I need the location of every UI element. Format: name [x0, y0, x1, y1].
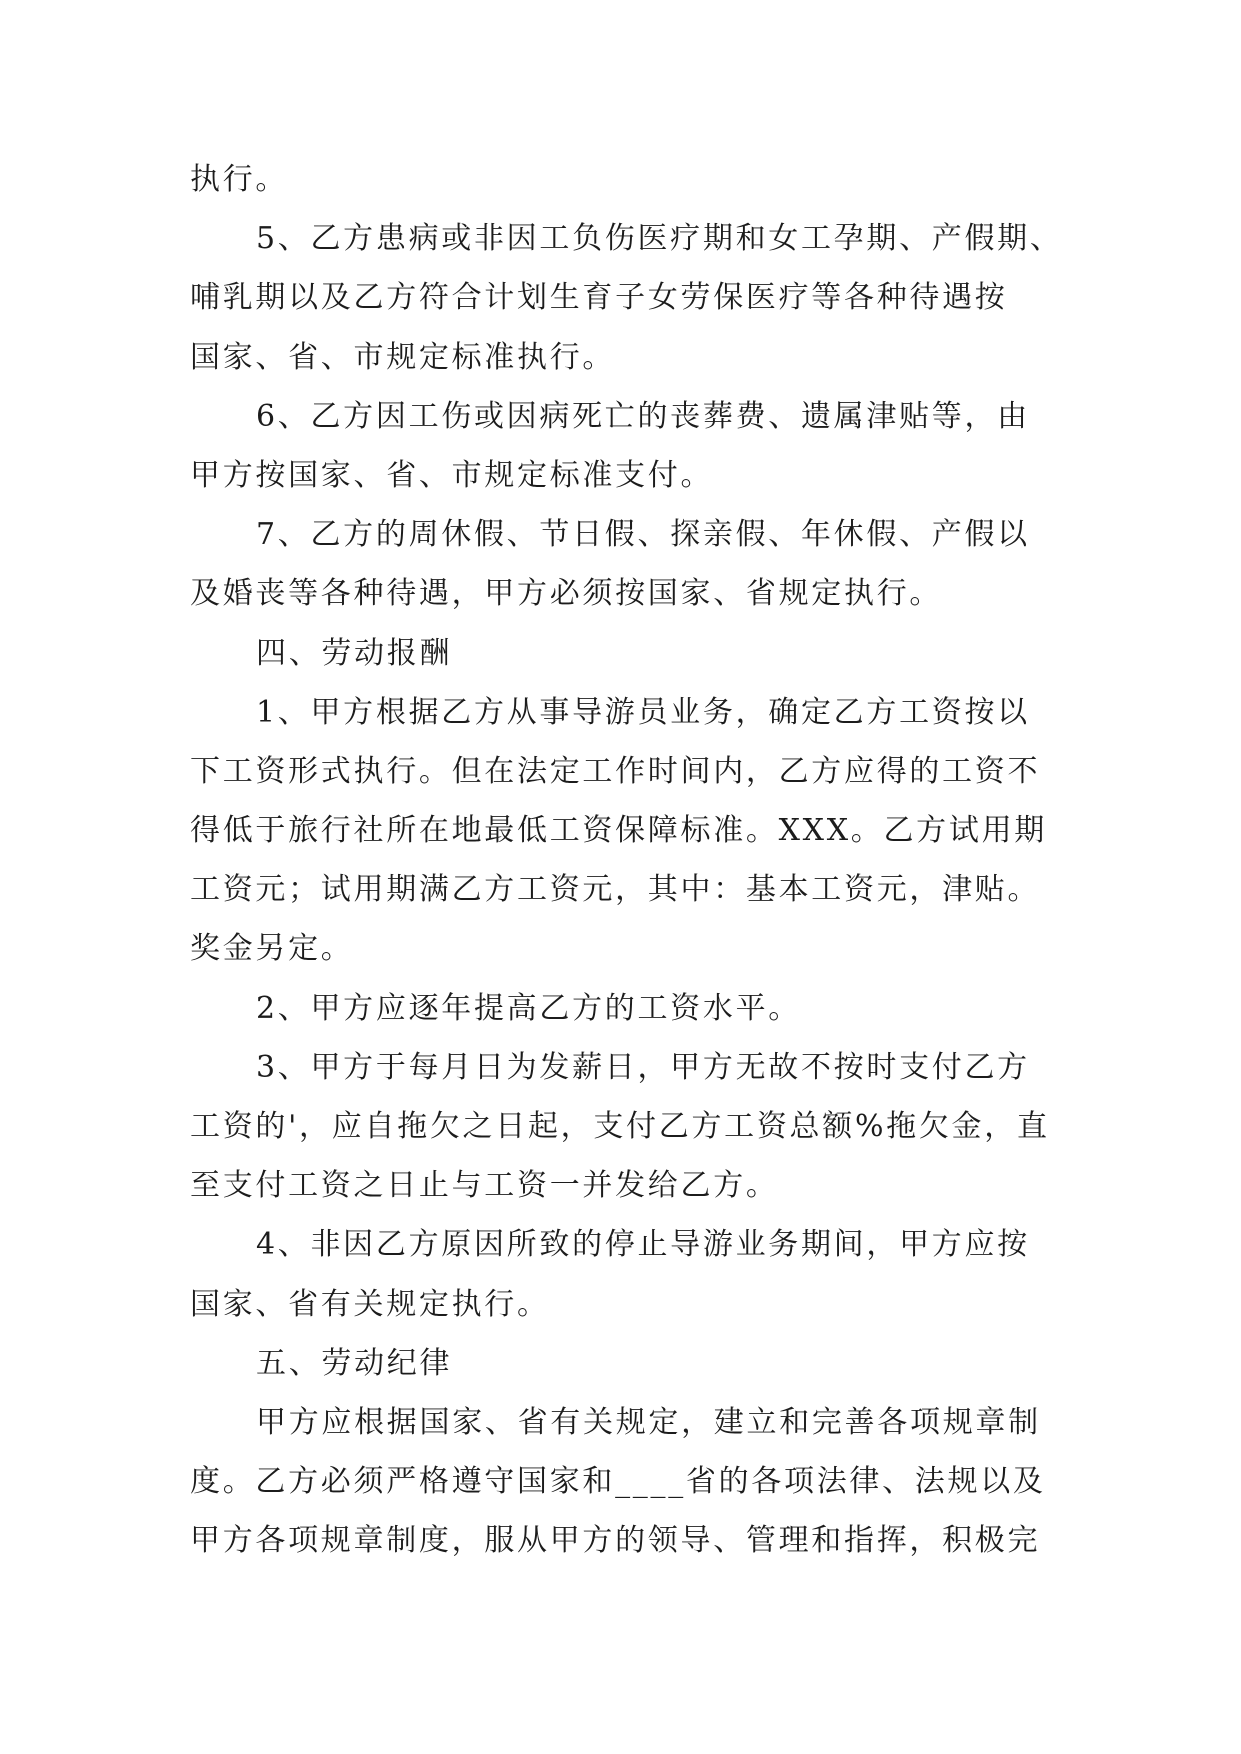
text-line: 6、乙方因工伤或因病死亡的丧葬费、遗属津贴等，由 [256, 398, 1030, 434]
text-line: 2、甲方应逐年提高乙方的工资水平。 [256, 990, 801, 1026]
text-line: 国家、省、市规定标准执行。 [190, 339, 616, 375]
text-line: 5、乙方患病或非因工负伤医疗期和女工孕期、产假期、 [256, 221, 1063, 257]
text-line: 至支付工资之日止与工资一并发给乙方。 [190, 1168, 779, 1204]
section-heading: 四、劳动报酬 [256, 635, 453, 671]
text-line: 甲方应根据国家、省有关规定，建立和完善各项规章制 [256, 1404, 1041, 1440]
text-line: 度。乙方必须严格遵守国家和____省的各项法律、法规以及 [190, 1464, 1046, 1500]
text-line: 国家、省有关规定执行。 [190, 1286, 550, 1322]
text-line: 及婚丧等各种待遇，甲方必须按国家、省规定执行。 [190, 576, 943, 612]
text-line: 7、乙方的周休假、节日假、探亲假、年休假、产假以 [256, 517, 1030, 553]
document-body [190, 150, 1066, 1571]
text-line: 甲方按国家、省、市规定标准支付。 [190, 457, 714, 493]
text-line: 执行。 [190, 162, 289, 197]
text-line: 哺乳期以及乙方符合计划生育子女劳保医疗等各种待遇按 [190, 280, 1008, 316]
text-line: 得低于旅行社所在地最低工资保障标准。XXX。乙方试用期 [190, 813, 1047, 849]
text-line: 1、甲方根据乙方从事导游员业务，确定乙方工资按以 [256, 694, 1030, 730]
text-line: 奖金另定。 [190, 931, 354, 967]
text-line: 下工资形式执行。但在法定工作时间内，乙方应得的工资不 [190, 753, 1041, 789]
text-line: 工资元；试用期满乙方工资元，其中：基本工资元，津贴。 [190, 872, 1041, 908]
text-line: 甲方各项规章制度，服从甲方的领导、管理和指挥，积极完 [190, 1523, 1041, 1559]
text-line: 3、甲方于每月日为发薪日，甲方无故不按时支付乙方 [256, 1049, 1030, 1085]
text-line: 4、非因乙方原因所致的停止导游业务期间，甲方应按 [256, 1227, 1030, 1263]
section-heading: 五、劳动纪律 [256, 1345, 453, 1381]
text-line: 工资的'，应自拖欠之日起，支付乙方工资总额%拖欠金，直 [190, 1109, 1050, 1144]
